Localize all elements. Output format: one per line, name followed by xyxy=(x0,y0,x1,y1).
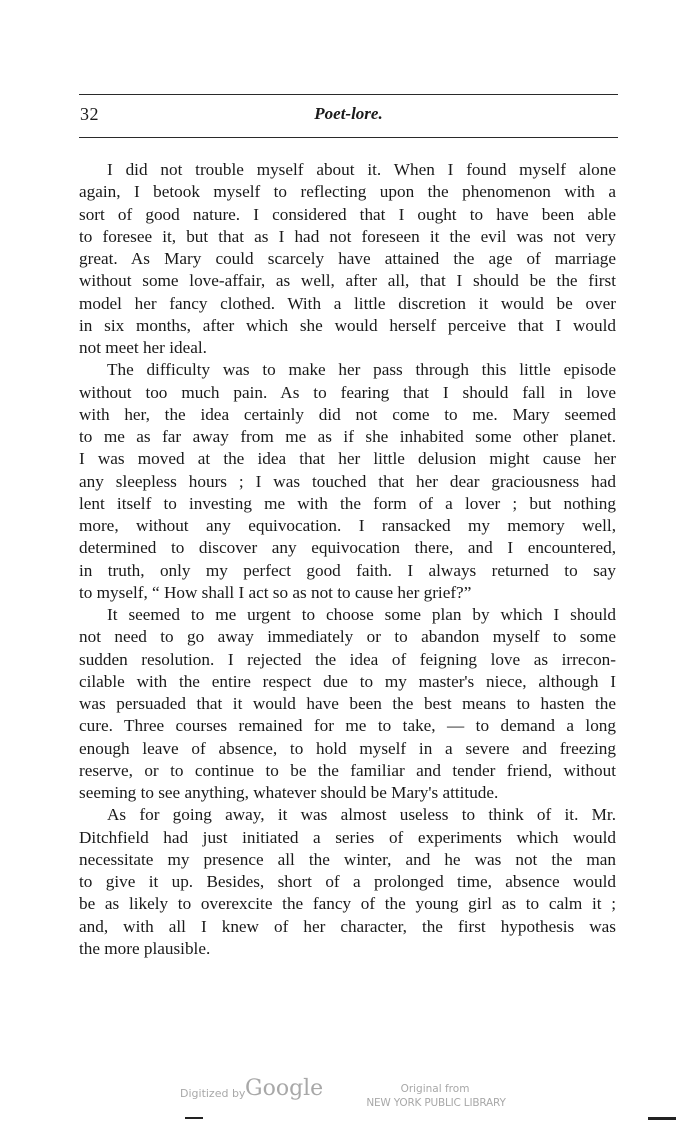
text-line: more, without any equivocation. I ransacked my memory well, xyxy=(79,516,616,535)
text-line: I was moved at the idea that her little delusion might cause her xyxy=(79,449,616,469)
text-line: any sleepless hours ; I was touched that her dear graciousness had xyxy=(79,471,616,491)
text-line: enough leave of absence, to hold myself in a severe and freezing xyxy=(79,738,616,758)
header-bottom-rule xyxy=(79,137,618,138)
text-line: It seemed to me urgent to choose some plan by which I should xyxy=(107,605,616,624)
text-line: to myself, “ How shall I act so as not to cause her grief?” xyxy=(79,582,472,602)
text-line: sudden resolution. I rejected the idea of feigning love as irrecon- xyxy=(79,649,616,669)
text-line: reserve, or to continue to be the familiar and tender friend, without xyxy=(79,760,616,780)
text-line: with her, the idea certainly did not come to me. Mary seemed xyxy=(79,404,616,424)
text-line: not need to go away immediately or to abandon myself to some xyxy=(79,627,616,647)
google-logo: Google xyxy=(245,1076,324,1101)
text-line: and, with all I knew of her character, the first hypothesis was xyxy=(79,916,616,936)
text-line: in truth, only my perfect good faith. I always returned to say xyxy=(79,560,616,580)
text-line: to give it up. Besides, short of a prolonged time, absence would xyxy=(79,872,616,891)
digitized-by-label: Digitized by xyxy=(180,1087,246,1100)
text-line: determined to discover any equivocation there, and I encountered, xyxy=(79,538,616,558)
text-line: without too much pain. As to fearing that I should fall in love xyxy=(79,382,616,402)
text-line: cilable with the entire respect due to my master's niece, although I xyxy=(79,671,616,691)
page-number: 32 xyxy=(80,104,99,124)
text-line: without some love-affair, as well, after all, that I should be the first xyxy=(79,271,616,291)
scan-artifact xyxy=(648,1117,676,1120)
text-line: be as likely to overexcite the fancy of the young girl as to calm it ; xyxy=(79,894,616,914)
text-line: again, I betook myself to reflecting upon the phenomenon with a xyxy=(79,182,616,202)
running-title: Poet-lore. xyxy=(314,104,383,123)
text-line: to foresee it, but that as I had not foreseen it the evil was not very xyxy=(79,226,616,246)
text-line: Ditchfield had just initiated a series of experiments which would xyxy=(79,827,616,847)
text-line: The difficulty was to make her pass through this little episode xyxy=(107,360,616,380)
text-line: cure. Three courses remained for me to take, — to demand a long xyxy=(79,716,616,736)
text-line: to me as far away from me as if she inhabited some other planet. xyxy=(79,427,616,446)
text-line: seeming to see anything, whatever should be Mary's attitude. xyxy=(79,783,499,802)
body-text xyxy=(79,159,616,960)
text-line: I did not trouble myself about it. When I found myself alone xyxy=(107,160,616,179)
library-label: NEW YORK PUBLIC LIBRARY xyxy=(366,1097,506,1109)
scan-artifact xyxy=(185,1117,203,1119)
original-from-label: Original from xyxy=(400,1083,470,1095)
text-line: lent itself to investing me with the form of a lover ; but nothing xyxy=(79,493,616,513)
text-line: was persuaded that it would have been the best means to hasten the xyxy=(79,694,616,713)
text-line: As for going away, it was almost useless to think of it. Mr. xyxy=(107,805,616,825)
text-line: necessitate my presence all the winter, and he was not the man xyxy=(79,849,616,869)
text-line: not meet her ideal. xyxy=(79,338,207,357)
text-line: model her fancy clothed. With a little discretion it would be over xyxy=(79,293,616,313)
text-line: the more plausible. xyxy=(79,938,211,958)
text-line: in six months, after which she would herself perceive that I would xyxy=(79,315,616,335)
header-top-rule xyxy=(79,94,618,95)
text-line: great. As Mary could scarcely have attained the age of marriage xyxy=(79,249,616,268)
text-line: sort of good nature. I considered that I ought to have been able xyxy=(79,204,616,224)
